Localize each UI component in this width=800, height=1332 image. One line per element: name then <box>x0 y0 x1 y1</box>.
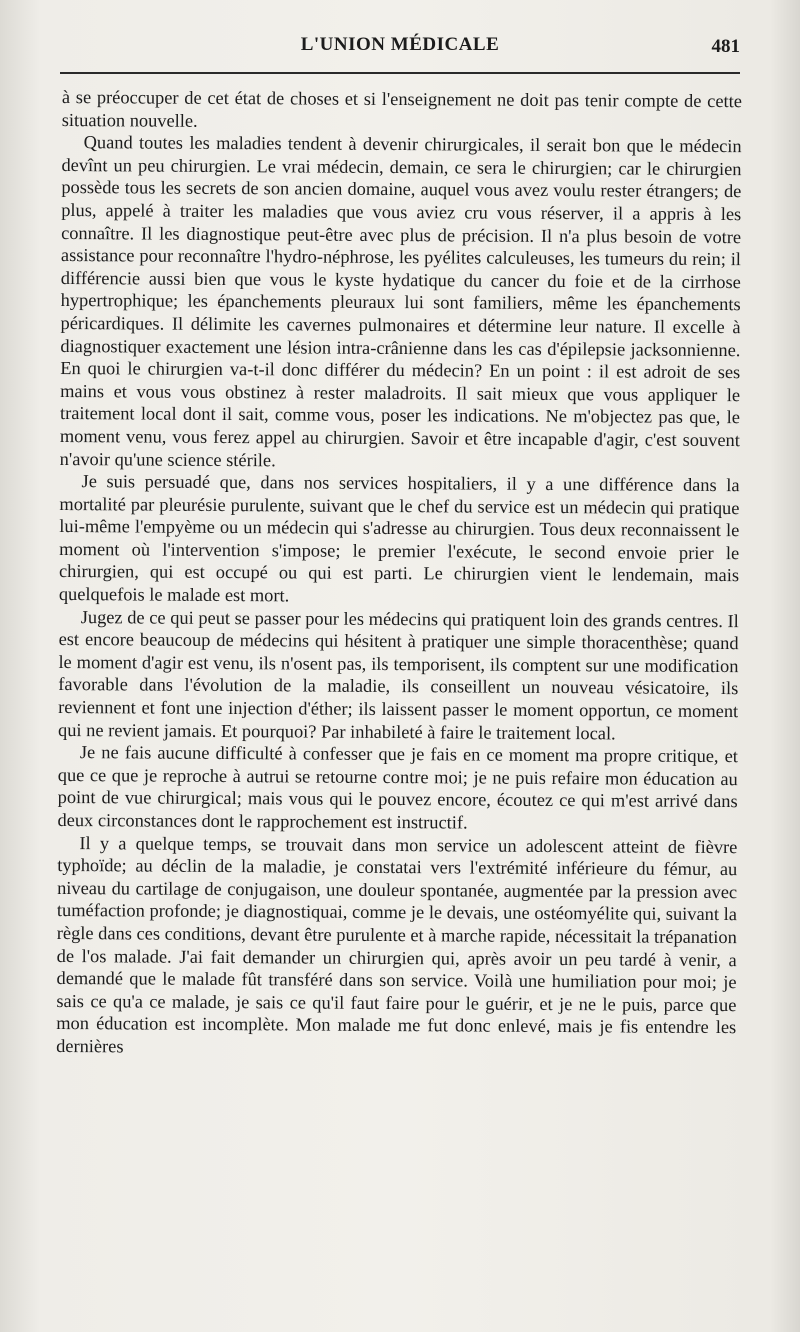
page-header <box>60 30 740 70</box>
page-number: 481 <box>711 36 740 57</box>
paragraph: Je suis persuadé que, dans nos services hospitaliers, il y a une différence dans la mortalité par pleurésie purulente, suivant que le chef du service est un médecin qui pratique lui-même l'empyème ou un médecin qui s'adresse au chirurgien. Tous deux reconnaissent le moment où l'intervention s'impose; le premier l'exécute, le second envoie prier le chirurgien, qui est occupé ou qui est parti. Le chirurgien vient le lendemain, mais quelquefois le malade est mort. <box>58 471 740 606</box>
paragraph: Je ne fais aucune difficulté à confesser que je fais en ce moment ma propre critique, et que ce que je reproche à autrui se retourne contre moi; je ne puis refaire mon éducation au point de vue chirurgical; mais vous qui le pouvez encore, écoutez ce qui m'est arrivé dans deux circonstances dont le rapprochement est instructif. <box>57 742 738 833</box>
running-title: L'UNION MÉDICALE <box>300 34 500 55</box>
paragraph: Jugez de ce qui peut se passer pour les médecins qui pratiquent loin des grands centres. Il est encore beaucoup de médecins qui hésitent à pratiquer une simple thoracenthèse; quand le moment d'agir est venu, ils n'osent pas, ils temporisent, ils comptent sur une modification favorable dans l'évolution de la maladie, ils conseillent un nouveau vésicatoire, ils reviennent et font une injection d'éther; ils laissent passer le moment opportun, ce moment qui ne revient jamais. Et pourquoi? Par inhabileté à faire le traitement local. <box>58 606 739 744</box>
header-rule <box>60 72 740 74</box>
paragraph: Quand toutes les maladies tendent à devenir chirurgicales, il serait bon que le médecin devînt un peu chirurgien. Le vrai médecin, demain, ce sera le chirurgien; car le chirurgien possède tous les secrets de son ancien domaine, auquel vous avez voulu rester étrangers; de plus, appelé à traiter les maladies que vous aviez cru vous réserver, il a appris à les connaître. Il les diagnostique peut-être avec plus de précision. Il n'a plus besoin de votre assistance pour reconnaître l'hydro-néphrose, les pyélites calculeuses, les tumeurs du rein; il différencie aussi bien que vous le kyste hydatique du cancer du foie et de la cirrhose hypertrophique; les épanchements pleuraux lui sont familiers, même les épanchements péricardiques. Il délimite les cavernes pulmonaires et détermine leur nature. Il excelle à diagnostiquer exactement une lésion intra-crânienne dans les cas d'épilepsie jacksonnienne. En quoi le chirurgien va-t-il donc différer du médecin? En un point : il est adroit de ses mains et vous vous obstinez à rester maladroits. Il sait mieux que vous appliquer le traitement local dont il sait, comme vous, poser les indications. Ne m'objectez pas que, le moment venu, vous ferez appel au chirurgien. Savoir et être incapable d'agir, c'est souvent n'avoir qu'une science stérile. <box>59 132 742 470</box>
article-body <box>56 86 742 1062</box>
paragraph: à se préoccuper de cet état de choses et si l'enseignement ne doit pas tenir compte de cette situation nouvelle. <box>61 86 742 131</box>
paragraph: Il y a quelque temps, se trouvait dans mon service un adolescent atteint de fièvre typhoïde; au déclin de la maladie, je constatai vers l'extrémité inférieure du fémur, au niveau du cartilage de conjugaison, une douleur spontanée, augmentée par la pression avec tuméfaction profonde; je diagnostiquai, comme je le devais, une ostéomyélite qui, suivant la règle dans ces conditions, devant être purulente et à marche rapide, nécessitait la trépanation de l'os malade. J'ai fait demander un chirurgien qui, après avoir un peu tardé à venir, a demandé que le malade fût transféré dans son service. Voilà une humiliation pour moi; je sais ce qu'a ce malade, je sais ce qu'il faut faire pour le guérir, et je ne le puis, parce que mon éducation est incomplète. Mon malade me fut donc enlevé, mais je fis entendre les dernières <box>56 832 738 1057</box>
